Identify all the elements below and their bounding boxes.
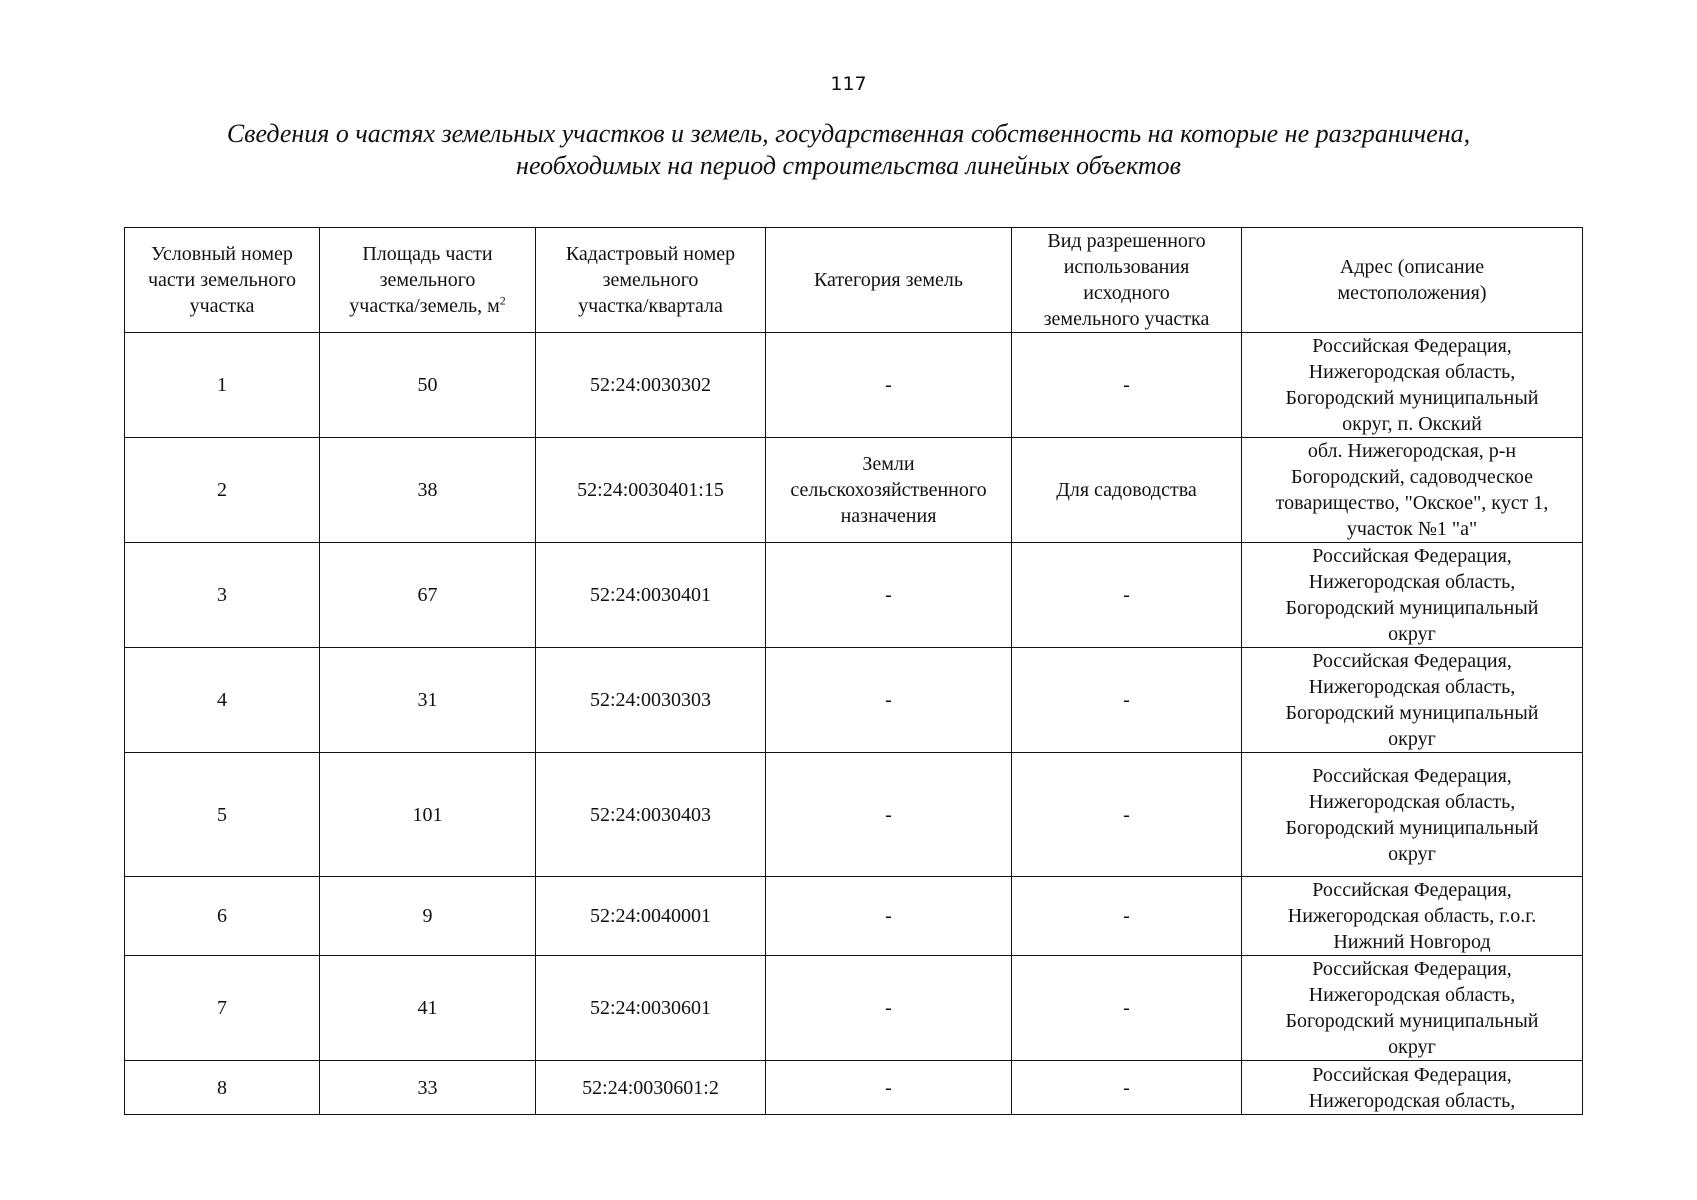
- cell-land-category: -: [766, 543, 1012, 648]
- cell-number: 2: [125, 438, 320, 543]
- cell-area: 9: [320, 877, 536, 956]
- table-row: [125, 753, 1583, 877]
- header-land-category: Категория земель: [766, 228, 1012, 333]
- cell-area: 33: [320, 1061, 536, 1115]
- cell-number: 5: [125, 753, 320, 877]
- cell-number: 1: [125, 333, 320, 438]
- cell-area: 31: [320, 648, 536, 753]
- cell-permitted-use: -: [1012, 1061, 1242, 1115]
- table-row: [125, 543, 1583, 648]
- cell-permitted-use: -: [1012, 753, 1242, 877]
- cell-area: 38: [320, 438, 536, 543]
- cell-permitted-use: -: [1012, 877, 1242, 956]
- table-row: [125, 333, 1583, 438]
- cell-cadastral-number: 52:24:0030302: [536, 333, 766, 438]
- cell-area: 41: [320, 956, 536, 1061]
- land-parcels-table: [124, 227, 1583, 1115]
- cell-cadastral-number: 52:24:0030601:2: [536, 1061, 766, 1115]
- cell-number: 8: [125, 1061, 320, 1115]
- cell-address: Российская Федерация, Нижегородская область, Богородский муниципальный округ: [1242, 543, 1583, 648]
- table-row: [125, 1061, 1583, 1115]
- cell-address: Российская Федерация, Нижегородская область, Богородский муниципальный округ: [1242, 956, 1583, 1061]
- document-title: [120, 118, 1577, 182]
- cell-cadastral-number: 52:24:0030401: [536, 543, 766, 648]
- cell-number: 3: [125, 543, 320, 648]
- header-area: Площадь части земельного участка/земель, $м^2$: [320, 228, 536, 333]
- table-row: [125, 956, 1583, 1061]
- cell-address: Российская Федерация, Нижегородская область, Богородский муниципальный округ: [1242, 648, 1583, 753]
- table-row: [125, 877, 1583, 956]
- cell-cadastral-number: 52:24:0030303: [536, 648, 766, 753]
- cell-permitted-use: Для садоводства: [1012, 438, 1242, 543]
- cell-land-category: -: [766, 956, 1012, 1061]
- cell-number: 4: [125, 648, 320, 753]
- cell-cadastral-number: 52:24:0030403: [536, 753, 766, 877]
- cell-land-category: -: [766, 877, 1012, 956]
- table-row: [125, 438, 1583, 543]
- table-header: [125, 228, 1583, 333]
- cell-permitted-use: -: [1012, 648, 1242, 753]
- cell-number: 7: [125, 956, 320, 1061]
- table-header-row: [125, 228, 1583, 333]
- cell-land-category: -: [766, 1061, 1012, 1115]
- header-cadastral-number: Кадастровый номер земельного участка/квартала: [536, 228, 766, 333]
- cell-land-category: -: [766, 753, 1012, 877]
- cell-address: Российская Федерация, Нижегородская область, г.о.г. Нижний Новгород: [1242, 877, 1583, 956]
- cell-cadastral-number: 52:24:0030601: [536, 956, 766, 1061]
- area-unit-superscript: 2: [499, 293, 506, 308]
- document-title-line-1: Сведения о частях земельных участков и земель, государственная собственность на которые не разграничена,: [226, 119, 1471, 148]
- cell-cadastral-number: 52:24:0030401:15: [536, 438, 766, 543]
- cell-address: обл. Нижегородская, р-н Богородский, садоводческое товарищество, "Окское", куст 1, участок №1 "а": [1242, 438, 1583, 543]
- cell-permitted-use: -: [1012, 333, 1242, 438]
- table-body: [125, 333, 1583, 1115]
- cell-cadastral-number: 52:24:0040001: [536, 877, 766, 956]
- cell-area: 67: [320, 543, 536, 648]
- cell-land-category: -: [766, 648, 1012, 753]
- document-title-line-2: необходимых на период строительства линейных объектов: [516, 151, 1181, 180]
- table-row: [125, 648, 1583, 753]
- cell-land-category: -: [766, 333, 1012, 438]
- cell-area: 101: [320, 753, 536, 877]
- page-number: 117: [830, 73, 867, 95]
- header-parcel-number: Условный номер части земельного участка: [125, 228, 320, 333]
- cell-address: Российская Федерация, Нижегородская область,: [1242, 1061, 1583, 1115]
- cell-address: Российская Федерация, Нижегородская область, Богородский муниципальный округ: [1242, 753, 1583, 877]
- header-permitted-use: Вид разрешенного использования исходного земельного участка: [1012, 228, 1242, 333]
- cell-permitted-use: -: [1012, 956, 1242, 1061]
- cell-number: 6: [125, 877, 320, 956]
- cell-area: 50: [320, 333, 536, 438]
- cell-address: Российская Федерация, Нижегородская область, Богородский муниципальный округ, п. Окский: [1242, 333, 1583, 438]
- cell-permitted-use: -: [1012, 543, 1242, 648]
- cell-land-category: Земли сельскохозяйственного назначения: [766, 438, 1012, 543]
- header-address: Адрес (описание местоположения): [1242, 228, 1583, 333]
